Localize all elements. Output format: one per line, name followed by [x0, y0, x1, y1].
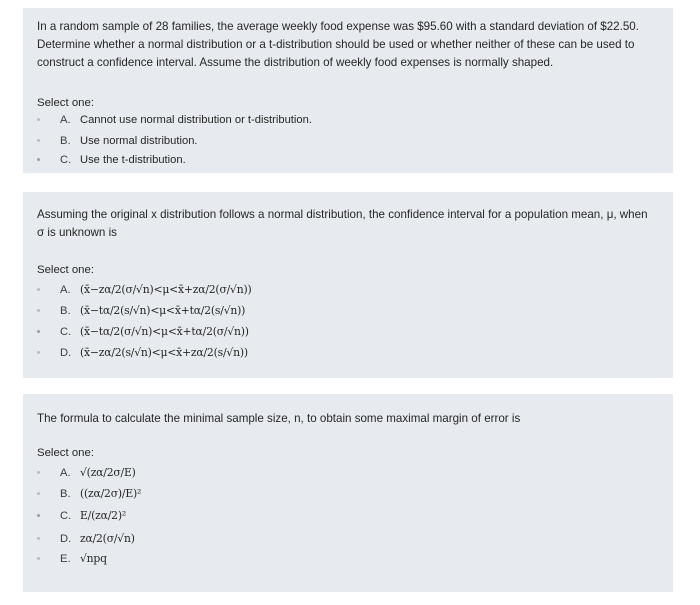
option-letter: C. — [60, 326, 72, 338]
radio-button[interactable] — [37, 158, 40, 161]
radio-button[interactable] — [37, 537, 40, 540]
question-1-card — [23, 8, 673, 173]
option-letter: A. — [60, 284, 71, 296]
select-one-label: Select one: — [37, 97, 94, 109]
formula-image: E/(zα/2)² — [80, 509, 126, 522]
question-1-text: In a random sample of 28 families, the average weekly food expense was $95.60 with a standard deviation of $22.50. Determine whether a normal distribution or a t-distribution should be used or whether neither of these can be used to construct a confidence interval. Assume the distribution of weekly food expenses is normally shaped. — [37, 20, 639, 69]
formula-image: √npq — [80, 552, 107, 565]
option-letter: C. — [60, 510, 72, 522]
option-label: Use the t-distribution. — [80, 154, 186, 166]
radio-button[interactable] — [37, 557, 40, 560]
formula-image: zα/2(σ/√n) — [80, 532, 135, 545]
formula-image: (x̄−zα/2(σ/√n)<μ<x̄+zα/2(σ/√n)) — [80, 283, 252, 296]
formula-image: (x̄−tα/2(s/√n)<μ<x̄+tα/2(s/√n)) — [80, 304, 246, 317]
radio-button[interactable] — [37, 118, 40, 121]
formula-image: ((zα/2σ)/E)² — [80, 487, 142, 500]
question-3-text: The formula to calculate the minimal sample size, n, to obtain some maximal margin of error is — [37, 412, 521, 425]
question-2-text: Assuming the original x distribution follows a normal distribution, the confidence interval for a population mean, μ, when σ is unknown is — [37, 208, 648, 239]
option-letter: B. — [60, 488, 71, 500]
formula-image: √(zα/2σ/E) — [80, 466, 136, 479]
radio-button[interactable] — [37, 330, 40, 333]
option-letter: D. — [60, 347, 72, 359]
radio-button[interactable] — [37, 351, 40, 354]
radio-button[interactable] — [37, 492, 40, 495]
formula-image: (x̄−tα/2(σ/√n)<μ<x̄+tα/2(σ/√n)) — [80, 325, 249, 338]
option-letter: A. — [60, 114, 71, 126]
option-letter: B. — [60, 135, 71, 147]
option-label: Use normal distribution. — [80, 135, 198, 147]
option-letter: D. — [60, 533, 72, 545]
radio-button[interactable] — [37, 139, 40, 142]
radio-button[interactable] — [37, 288, 40, 291]
option-letter: E. — [60, 553, 71, 565]
option-label: Cannot use normal distribution or t-distribution. — [80, 114, 312, 126]
formula-image: (x̄−zα/2(s/√n)<μ<x̄+zα/2(s/√n)) — [80, 346, 248, 359]
question-2-card — [23, 192, 673, 378]
radio-button[interactable] — [37, 471, 40, 474]
option-letter: A. — [60, 467, 71, 479]
option-letter: C. — [60, 154, 72, 166]
option-letter: B. — [60, 305, 71, 317]
select-one-label: Select one: — [37, 264, 94, 276]
question-3-card — [23, 394, 673, 592]
select-one-label: Select one: — [37, 447, 94, 459]
radio-button[interactable] — [37, 514, 40, 517]
radio-button[interactable] — [37, 309, 40, 312]
